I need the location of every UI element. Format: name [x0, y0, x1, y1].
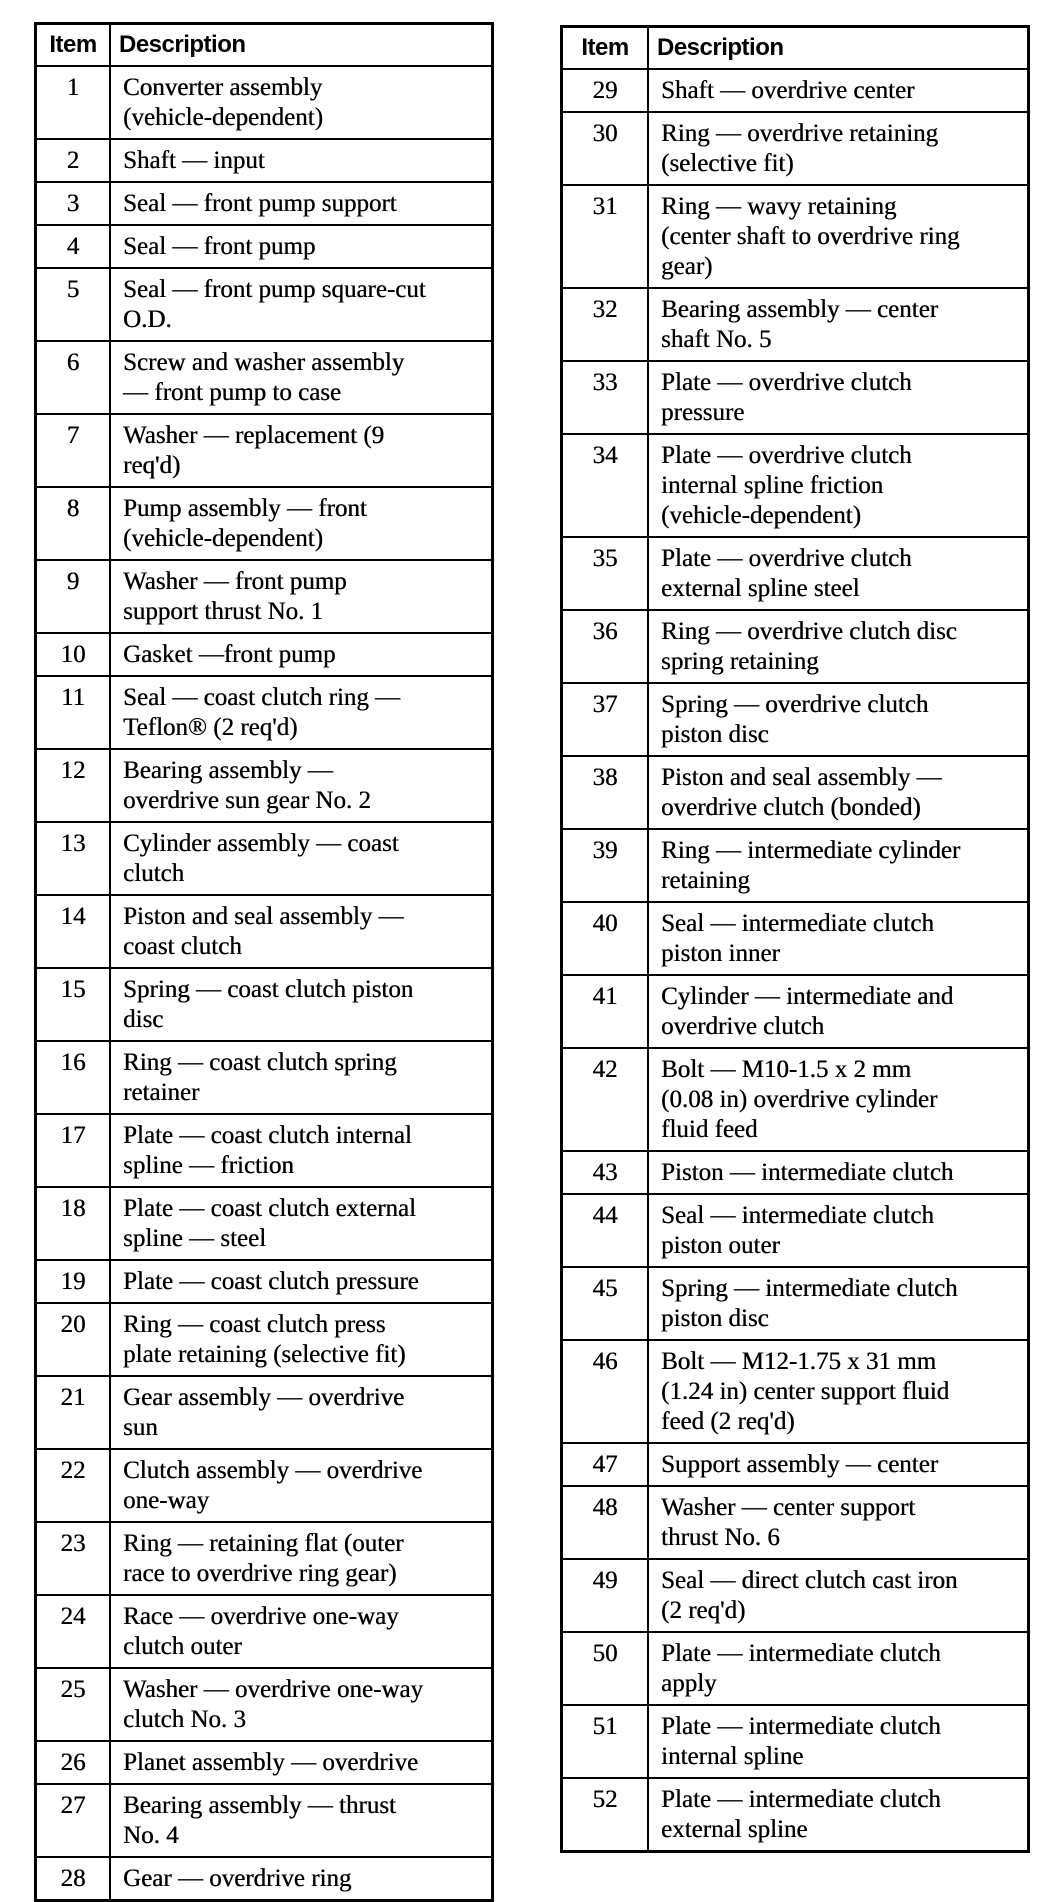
item-description: Plate — overdrive clutch external spline steel	[648, 537, 1029, 610]
item-description: Shaft — overdrive center	[648, 69, 1029, 112]
item-description: Ring — intermediate cylinder retaining	[648, 829, 1029, 902]
item-number: 1	[36, 66, 111, 139]
item-description: Plate — intermediate clutch internal spline	[648, 1705, 1029, 1778]
item-description: Plate — intermediate clutch external spline	[648, 1778, 1029, 1852]
table-row	[36, 66, 493, 139]
item-column-header: Item	[36, 24, 111, 67]
table-row	[562, 1486, 1029, 1559]
item-description: Plate — intermediate clutch apply	[648, 1632, 1029, 1705]
item-description: Seal — coast clutch ring — Teflon® (2 req'd)	[110, 676, 493, 749]
table-row	[562, 756, 1029, 829]
item-number: 49	[562, 1559, 649, 1632]
item-description: Bearing assembly — thrust No. 4	[110, 1784, 493, 1857]
item-number: 45	[562, 1267, 649, 1340]
item-description: Gasket —front pump	[110, 633, 493, 676]
table-row	[36, 225, 493, 268]
table-row	[562, 1267, 1029, 1340]
table-body	[36, 66, 493, 1901]
item-number: 22	[36, 1449, 111, 1522]
item-description: Bolt — M12-1.75 x 31 mm (1.24 in) center support fluid feed (2 req'd)	[648, 1340, 1029, 1443]
item-description: Ring — wavy retaining (center shaft to overdrive ring gear)	[648, 185, 1029, 288]
table-row	[36, 895, 493, 968]
table-row	[562, 185, 1029, 288]
table-row	[36, 749, 493, 822]
item-number: 27	[36, 1784, 111, 1857]
parts-table-right	[560, 25, 1030, 1853]
item-number: 21	[36, 1376, 111, 1449]
table-row	[562, 975, 1029, 1048]
item-number: 47	[562, 1443, 649, 1486]
table-row	[562, 1778, 1029, 1852]
item-number: 28	[36, 1857, 111, 1901]
table-header-row	[562, 27, 1029, 70]
item-number: 7	[36, 414, 111, 487]
table-row	[562, 361, 1029, 434]
item-description: Cylinder — intermediate and overdrive clutch	[648, 975, 1029, 1048]
item-description: Seal — front pump	[110, 225, 493, 268]
table-row	[36, 633, 493, 676]
item-description: Ring — overdrive retaining (selective fit)	[648, 112, 1029, 185]
item-number: 42	[562, 1048, 649, 1151]
table-row	[36, 1187, 493, 1260]
item-description: Bearing assembly — center shaft No. 5	[648, 288, 1029, 361]
table-row	[36, 1784, 493, 1857]
table-row	[36, 1114, 493, 1187]
table-row	[36, 822, 493, 895]
item-number: 26	[36, 1741, 111, 1784]
item-number: 20	[36, 1303, 111, 1376]
item-description: Plate — coast clutch pressure	[110, 1260, 493, 1303]
table-row	[36, 1260, 493, 1303]
item-description: Ring — coast clutch spring retainer	[110, 1041, 493, 1114]
table-row	[562, 537, 1029, 610]
item-description: Bearing assembly — overdrive sun gear No. 2	[110, 749, 493, 822]
item-number: 16	[36, 1041, 111, 1114]
item-number: 12	[36, 749, 111, 822]
item-description: Spring — intermediate clutch piston disc	[648, 1267, 1029, 1340]
item-description: Seal — direct clutch cast iron (2 req'd)	[648, 1559, 1029, 1632]
item-description: Planet assembly — overdrive	[110, 1741, 493, 1784]
item-number: 10	[36, 633, 111, 676]
item-number: 3	[36, 182, 111, 225]
table-row	[562, 1559, 1029, 1632]
item-description: Plate — overdrive clutch internal spline friction (vehicle-dependent)	[648, 434, 1029, 537]
table-row	[36, 1741, 493, 1784]
item-number: 13	[36, 822, 111, 895]
table-row	[562, 902, 1029, 975]
table-row	[562, 434, 1029, 537]
item-number: 32	[562, 288, 649, 361]
item-number: 34	[562, 434, 649, 537]
item-number: 17	[36, 1114, 111, 1187]
item-description: Piston and seal assembly — coast clutch	[110, 895, 493, 968]
item-number: 25	[36, 1668, 111, 1741]
item-number: 41	[562, 975, 649, 1048]
item-description: Plate — overdrive clutch pressure	[648, 361, 1029, 434]
item-number: 50	[562, 1632, 649, 1705]
item-number: 11	[36, 676, 111, 749]
item-number: 15	[36, 968, 111, 1041]
item-number: 39	[562, 829, 649, 902]
item-number: 43	[562, 1151, 649, 1194]
table-row	[562, 1194, 1029, 1267]
item-number: 23	[36, 1522, 111, 1595]
table-row	[562, 1443, 1029, 1486]
item-number: 51	[562, 1705, 649, 1778]
table-row	[36, 560, 493, 633]
item-number: 14	[36, 895, 111, 968]
table-row	[36, 1522, 493, 1595]
table-row	[562, 69, 1029, 112]
item-description: Cylinder assembly — coast clutch	[110, 822, 493, 895]
item-description: Gear — overdrive ring	[110, 1857, 493, 1901]
item-description: Clutch assembly — overdrive one-way	[110, 1449, 493, 1522]
item-description: Screw and washer assembly — front pump to case	[110, 341, 493, 414]
item-description: Ring — coast clutch press plate retaining (selective fit)	[110, 1303, 493, 1376]
item-description: Spring — overdrive clutch piston disc	[648, 683, 1029, 756]
item-description: Ring — retaining flat (outer race to overdrive ring gear)	[110, 1522, 493, 1595]
item-description: Converter assembly (vehicle-dependent)	[110, 66, 493, 139]
table-row	[36, 1376, 493, 1449]
item-description: Race — overdrive one-way clutch outer	[110, 1595, 493, 1668]
table-row	[562, 1705, 1029, 1778]
item-description: Washer — center support thrust No. 6	[648, 1486, 1029, 1559]
table-row	[562, 1340, 1029, 1443]
item-number: 36	[562, 610, 649, 683]
item-number: 44	[562, 1194, 649, 1267]
item-description: Bolt — M10-1.5 x 2 mm (0.08 in) overdrive cylinder fluid feed	[648, 1048, 1029, 1151]
item-number: 2	[36, 139, 111, 182]
item-number: 9	[36, 560, 111, 633]
item-number: 19	[36, 1260, 111, 1303]
item-number: 46	[562, 1340, 649, 1443]
item-description: Seal — front pump support	[110, 182, 493, 225]
item-number: 33	[562, 361, 649, 434]
item-description: Ring — overdrive clutch disc spring retaining	[648, 610, 1029, 683]
item-number: 18	[36, 1187, 111, 1260]
table-row	[36, 676, 493, 749]
item-number: 5	[36, 268, 111, 341]
item-column-header: Item	[562, 27, 649, 70]
table-body	[562, 69, 1029, 1852]
table-row	[36, 268, 493, 341]
description-column-header: Description	[648, 27, 1029, 70]
item-number: 30	[562, 112, 649, 185]
item-number: 24	[36, 1595, 111, 1668]
item-description: Support assembly — center	[648, 1443, 1029, 1486]
table-row	[36, 1303, 493, 1376]
item-description: Piston — intermediate clutch	[648, 1151, 1029, 1194]
item-number: 35	[562, 537, 649, 610]
item-description: Washer — replacement (9 req'd)	[110, 414, 493, 487]
table-row	[36, 1449, 493, 1522]
table-row	[36, 487, 493, 560]
item-description: Gear assembly — overdrive sun	[110, 1376, 493, 1449]
table-row	[36, 1857, 493, 1901]
item-description: Seal — front pump square-cut O.D.	[110, 268, 493, 341]
item-description: Washer — overdrive one-way clutch No. 3	[110, 1668, 493, 1741]
item-description: Plate — coast clutch external spline — steel	[110, 1187, 493, 1260]
item-description: Pump assembly — front (vehicle-dependent)	[110, 487, 493, 560]
table-row	[562, 683, 1029, 756]
item-number: 40	[562, 902, 649, 975]
item-number: 6	[36, 341, 111, 414]
table-row	[562, 1632, 1029, 1705]
item-number: 38	[562, 756, 649, 829]
table-row	[562, 610, 1029, 683]
item-number: 4	[36, 225, 111, 268]
table-row	[36, 1668, 493, 1741]
item-description: Plate — coast clutch internal spline — friction	[110, 1114, 493, 1187]
item-number: 48	[562, 1486, 649, 1559]
item-description: Seal — intermediate clutch piston outer	[648, 1194, 1029, 1267]
table-row	[36, 182, 493, 225]
item-number: 37	[562, 683, 649, 756]
table-row	[562, 829, 1029, 902]
item-number: 8	[36, 487, 111, 560]
description-column-header: Description	[110, 24, 493, 67]
table-row	[562, 1151, 1029, 1194]
item-description: Seal — intermediate clutch piston inner	[648, 902, 1029, 975]
table-row	[36, 1041, 493, 1114]
item-description: Washer — front pump support thrust No. 1	[110, 560, 493, 633]
parts-table-left	[34, 22, 494, 1902]
table-row	[36, 968, 493, 1041]
item-description: Spring — coast clutch piston disc	[110, 968, 493, 1041]
table-row	[36, 139, 493, 182]
item-description: Piston and seal assembly — overdrive clutch (bonded)	[648, 756, 1029, 829]
table-header-row	[36, 24, 493, 67]
table-row	[36, 1595, 493, 1668]
table-row	[562, 112, 1029, 185]
table-row	[562, 288, 1029, 361]
table-row	[36, 414, 493, 487]
item-number: 52	[562, 1778, 649, 1852]
item-number: 31	[562, 185, 649, 288]
table-row	[562, 1048, 1029, 1151]
item-number: 29	[562, 69, 649, 112]
table-row	[36, 341, 493, 414]
item-description: Shaft — input	[110, 139, 493, 182]
